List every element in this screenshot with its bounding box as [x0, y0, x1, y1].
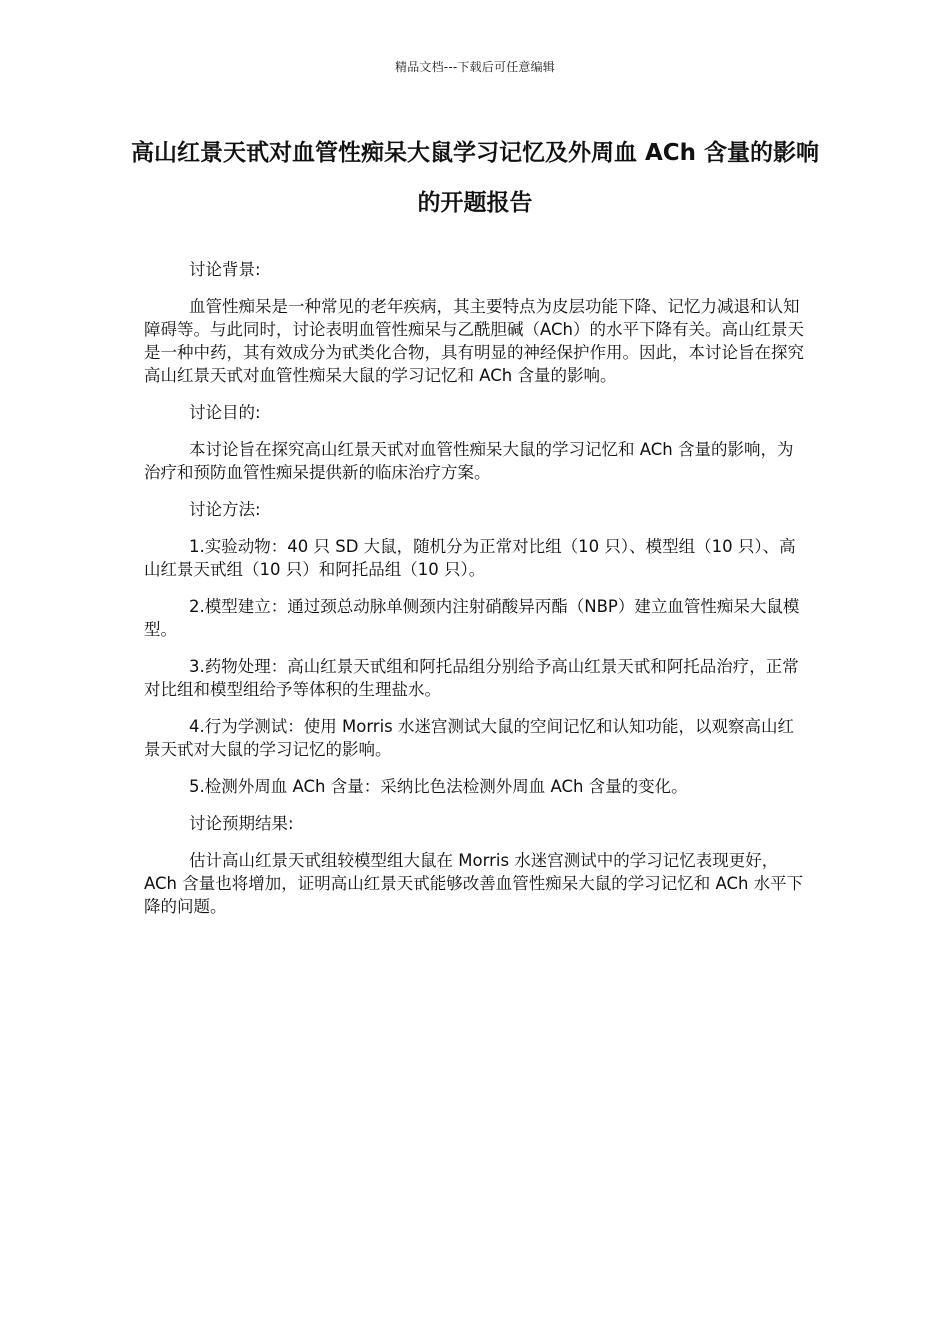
method-item-detection: 5.检测外周血 ACh 含量：采纳比色法检测外周血 ACh 含量的变化。 [189, 777, 688, 796]
paragraph-background: 血管性痴呆是一种常见的老年疾病，其主要特点为皮层功能下降、记忆力减退和认知障碍等。与此同时，讨论表明血管性痴呆与乙酰胆碱（ACh）的水平下降有关。高山红景天是一种中药，其有效成分为甙类化合物，具有明显的神经保护作用。因此，本讨论旨在探究高山红景天甙对血管性痴呆大鼠的学习记忆和 ACh 含量的影响。 [144, 297, 804, 385]
paragraph-purpose: 本讨论旨在探究高山红景天甙对血管性痴呆大鼠的学习记忆和 ACh 含量的影响，为治疗和预防血管性痴呆提供新的临床治疗方案。 [144, 440, 794, 482]
section-heading-background: 讨论背景: [189, 260, 261, 279]
section-heading-methods: 讨论方法: [189, 500, 261, 519]
document-body [144, 258, 808, 932]
method-item-behavior: 4.行为学测试：使用 Morris 水迷宫测试大鼠的空间记忆和认知功能，以观察高山红景天甙对大鼠的学习记忆的影响。 [144, 717, 795, 759]
paragraph-expected-results: 估计高山红景天甙组较模型组大鼠在 Morris 水迷宫测试中的学习记忆表现更好，ACh 含量也将增加，证明高山红景天甙能够改善血管性痴呆大鼠的学习记忆和 ACh 水平下降的问题。 [144, 851, 804, 916]
document-title: 高山红景天甙对血管性痴呆大鼠学习记忆及外周血 ACh 含量的影响的开题报告 [130, 140, 820, 216]
header-note: 精品文档---下载后可任意编辑 [395, 60, 555, 74]
section-heading-purpose: 讨论目的: [189, 403, 261, 422]
section-heading-expected-results: 讨论预期结果: [189, 814, 294, 833]
method-item-animals: 1.实验动物：40 只 SD 大鼠，随机分为正常对比组（10 只）、模型组（10 只）、高山红景天甙组（10 只）和阿托品组（10 只）。 [144, 537, 796, 579]
method-item-drug: 3.药物处理：高山红景天甙组和阿托品组分别给予高山红景天甙和阿托品治疗，正常对比组和模型组给予等体积的生理盐水。 [144, 657, 799, 699]
method-item-model: 2.模型建立：通过颈总动脉单侧颈内注射硝酸异丙酯（NBP）建立血管性痴呆大鼠模型。 [144, 597, 800, 639]
